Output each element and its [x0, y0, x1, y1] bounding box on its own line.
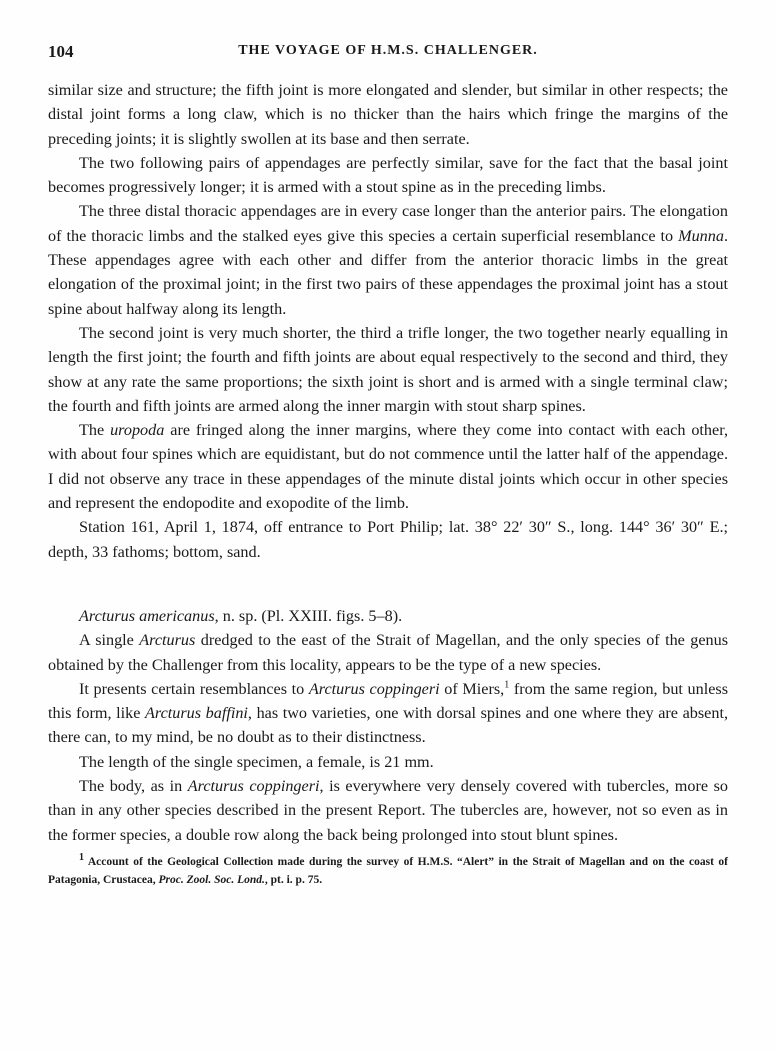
journal-name: Proc. Zool. Soc. Lond. [158, 873, 265, 886]
running-title: THE VOYAGE OF H.M.S. CHALLENGER. [238, 43, 538, 58]
text-run: The [79, 421, 111, 440]
footnote-mark: 1 [504, 679, 510, 691]
species-heading [48, 604, 728, 628]
paragraph: The length of the single specimen, a female, is 21 mm. [79, 752, 434, 771]
text-run: Account of the Geological Collection made during the survey of H.M.S. “Alert” in the Strait of Magellan and on the coast of Patagonia, Crustacea, [48, 855, 728, 886]
body-text [48, 78, 728, 847]
text-run: A single [79, 631, 140, 650]
paragraph [48, 199, 728, 320]
genus-name: Munna [678, 226, 724, 245]
text-run: , pt. i. p. 75. [264, 873, 323, 886]
paragraph: similar size and structure; the fifth joint is more elongated and slender, but similar in other respects; the distal joint forms a long claw, which is no thicker than the hairs which fringe the margins of the preceding joints; it is slightly swollen at its base and then serrate. [48, 81, 728, 148]
text-run: , is everywhere very densely covered with tubercles, more so than in any other species described in the present Report. The tubercles are, however, not so even as in the former species, a double row along the back being prolonged into stout blunt spines. [48, 777, 728, 844]
paragraph [48, 628, 728, 677]
text-run: from the same region, but unless this form, like [48, 679, 728, 723]
text-run: It presents certain resemblances to [79, 679, 309, 698]
footnote [48, 853, 728, 889]
section-gap [48, 564, 728, 604]
text-run: The body, as in [79, 777, 188, 796]
page-number: 104 [48, 42, 74, 61]
term: uropoda [110, 421, 165, 440]
text-run: . These appendages agree with each other and differ from the anterior thoracic limbs in the great elongation of the proximal joint; in the first two pairs of these appendages the proximal joint has a stout spine about halfway along its length. [48, 226, 728, 318]
species-name: Arcturus coppingeri [187, 777, 320, 796]
footnotes [48, 853, 728, 889]
paragraph: The second joint is very much shorter, the third a trifle longer, the two together nearly equalling in length the first joint; the fourth and fifth joints are about equal respectively to the second and third, they show at any rate the same proportions; the sixth joint is short and is armed with a single terminal claw; the fourth and fifth joints are armed along the inner margin with stout sharp spines. [48, 323, 728, 415]
paragraph: The two following pairs of appendages are perfectly similar, save for the fact that the basal joint becomes progressively longer; it is armed with a stout spine as in the preceding limbs. [48, 153, 728, 197]
text-run: of Miers, [439, 679, 505, 698]
text-run: dredged to the east of the Strait of Magellan, and the only species of the genus obtained by the Challenger from this locality, appears to be the type of a new species. [48, 631, 729, 674]
species-suffix: , n. sp. (Pl. XXIII. figs. 5–8). [214, 606, 403, 625]
paragraph [48, 677, 728, 750]
species-name: Arcturus baffini [144, 704, 248, 723]
paragraph [48, 774, 728, 847]
genus-name: Arcturus [139, 631, 196, 650]
species-name: Arcturus coppingeri [308, 679, 440, 698]
text-run: The three distal thoracic appendages are in every case longer than the anterior pairs. The elongation of the thoracic limbs and the stalked eyes give this species a certain superficial resemblance to [48, 202, 728, 245]
species-name: Arcturus americanus [79, 606, 215, 625]
text-run: are fringed along the inner margins, where they come into contact with each other, with about four spines which are equidistant, but do not commence until the latter half of the appendage. I did not observe any trace in these appendages of the minute distal joints which occur in other species and represent the endopodite and exopodite of the limb. [48, 421, 728, 513]
footnote-number: 1 [79, 852, 84, 864]
page-header [48, 42, 728, 68]
text-run: , has two varieties, one with dorsal spines and one where they are absent, there can, to my mind, be no doubt as to their distinctness. [48, 704, 728, 747]
paragraph [48, 418, 728, 515]
station-paragraph: Station 161, April 1, 1874, off entrance to Port Philip; lat. 38° 22′ 30″ S., long. 144° 36′ 30″ E.; depth, 33 fathoms; bottom, sand. [48, 518, 728, 561]
